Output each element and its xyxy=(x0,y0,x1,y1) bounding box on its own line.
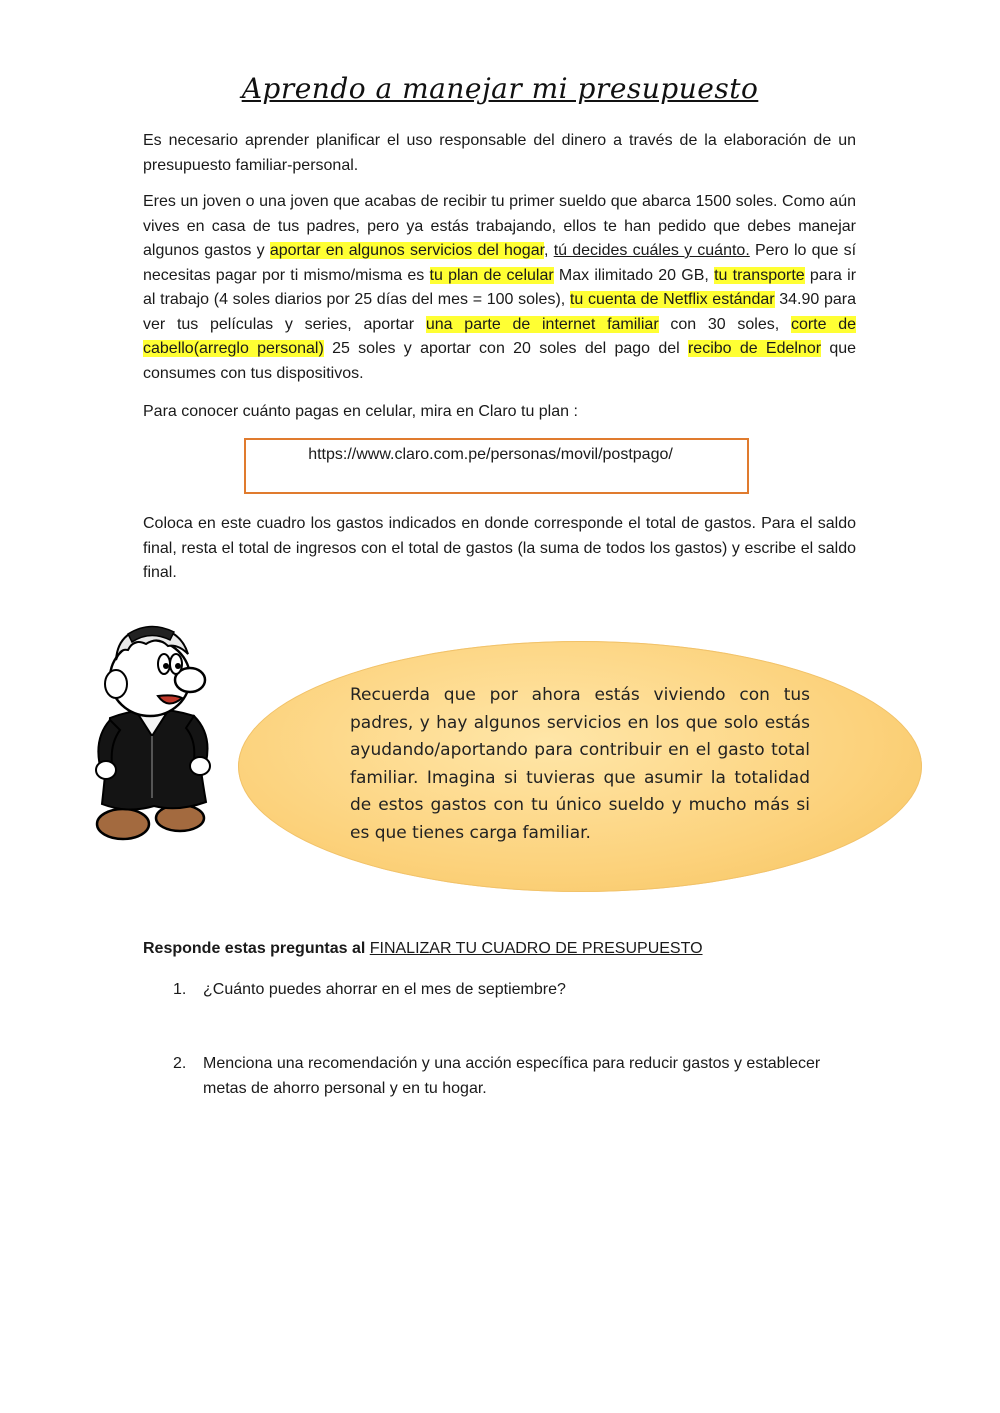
scenario-text: Pero lo que sí necesitas pagar por ti mismo/misma es xyxy=(143,242,857,284)
question-item xyxy=(173,1052,863,1102)
highlight-household-services: aportar en algunos servicios del hogar xyxy=(269,242,545,259)
highlight-haircut: corte de cabello(arreglo personal) xyxy=(143,315,857,357)
underlined-you-decide: tú decides cuáles y cuánto. xyxy=(553,242,750,259)
page-title: Aprendo a manejar mi presupuesto xyxy=(241,72,759,105)
claro-plan-link[interactable]: https://www.claro.com.pe/personas/movil/postpago/ xyxy=(308,446,673,463)
questions-heading xyxy=(143,940,703,958)
highlight-netflix: tu cuenta de Netflix estándar xyxy=(569,291,775,308)
scenario-text: que consumes con tus dispositivos. xyxy=(143,340,857,382)
scenario-text: con 30 soles, xyxy=(658,315,791,333)
question-number: 1. xyxy=(173,981,187,998)
scenario-text: para ir al trabajo (4 soles diarios por 25 días del mes = 100 soles), xyxy=(143,266,857,308)
scenario-text: 34.90 para ver tus películas y series, aportar xyxy=(143,291,857,333)
question-text: ¿Cuánto puedes ahorrar en el mes de septiembre? xyxy=(203,981,566,998)
question-text: Menciona una recomendación y una acción específica para reducir gastos y establecer metas de ahorro personal y en tu hogar. xyxy=(203,1055,821,1097)
instructions-paragraph: Coloca en este cuadro los gastos indicados en donde corresponde el total de gastos. Para el saldo final, resta el total de ingresos con el total de gastos (la suma de todos los gastos) y escribe el saldo final. xyxy=(143,515,856,581)
questions-heading-prefix: Responde estas preguntas al xyxy=(143,940,370,957)
highlight-edelnor: recibo de Edelnor xyxy=(687,340,822,357)
question-item xyxy=(173,978,863,1003)
scenario-paragraph xyxy=(143,190,856,386)
scenario-text: , xyxy=(544,242,554,259)
scenario-text: Max ilimitado 20 GB, xyxy=(553,266,715,284)
scenario-text: Eres un joven o una joven que acabas de recibir tu primer sueldo que abarca 1500 soles. Como aún vives en casa de tus padres, pero ya estás trabajando, ellos te han pedido que debes manejar algunos gastos y xyxy=(143,193,856,259)
highlight-phone-plan: tu plan de celular xyxy=(429,266,554,284)
plan-prompt: Para conocer cuánto pagas en celular, mira en Claro tu plan : xyxy=(143,403,578,420)
questions-heading-emphasis: FINALIZAR TU CUADRO DE PRESUPUESTO xyxy=(369,940,703,957)
question-number: 2. xyxy=(173,1055,187,1072)
highlight-internet: una parte de internet familiar xyxy=(425,315,659,333)
speech-bubble-text: Recuerda que por ahora estás viviendo con tus padres, y hay algunos servicios en los que solo estás ayudando/aportando para contribuir en el gasto total familiar. Imagina si tuvieras que asumir la totalidad de estos gastos con tu único sueldo y mucho más si es que tienes carga familiar. xyxy=(350,685,810,843)
cartoon-character-illustration xyxy=(88,618,218,854)
intro-paragraph: Es necesario aprender planificar el uso responsable del dinero a través de la elaboración de un presupuesto familiar-personal. xyxy=(143,132,856,174)
scenario-text: 25 soles y aportar con 20 soles del pago del xyxy=(323,340,688,357)
highlight-transport: tu transporte xyxy=(714,266,805,284)
